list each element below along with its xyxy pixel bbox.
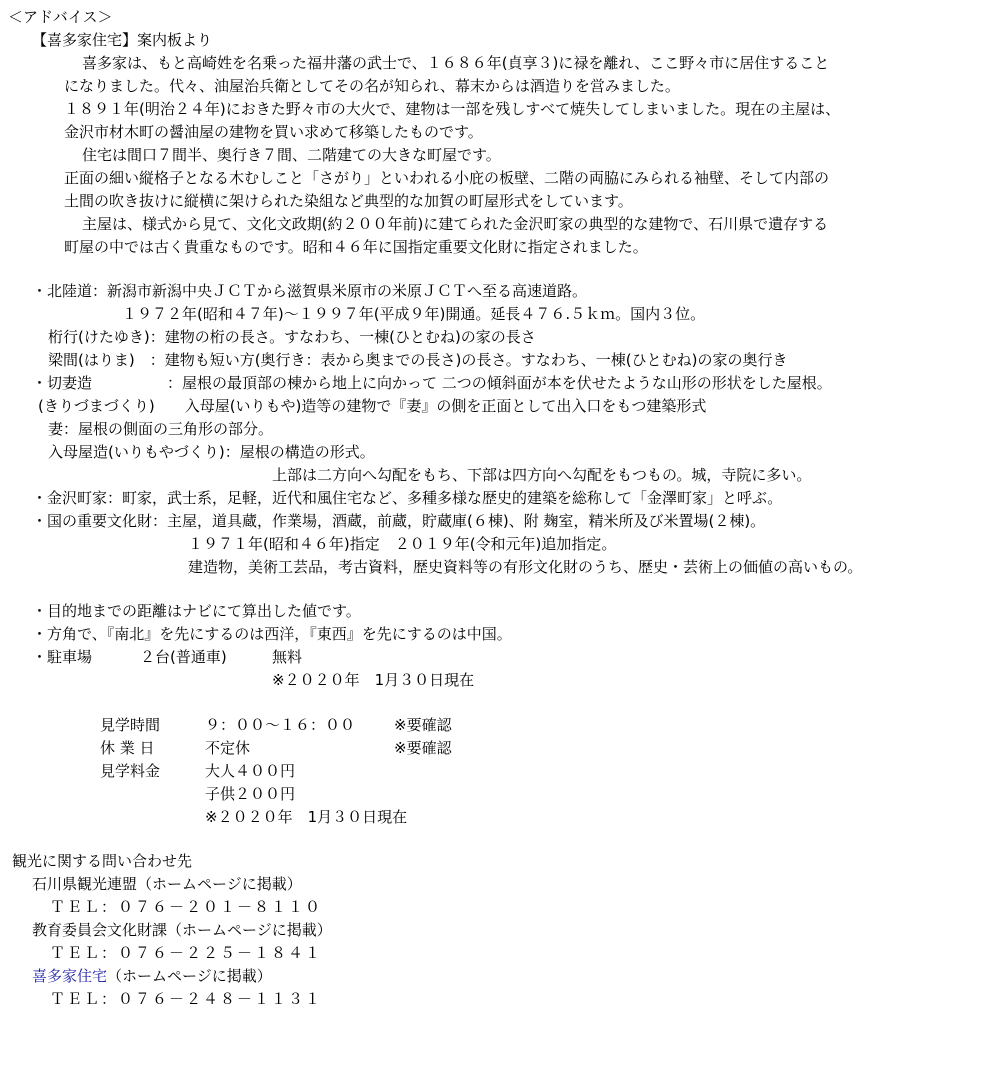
contact-name: [32, 965, 272, 987]
parking-count: ２台(普通車): [140, 648, 227, 666]
fee-as-of: ※２０２０年 1月３０日現在: [205, 808, 408, 826]
source-title: 【喜多家住宅】案内板より: [32, 31, 213, 49]
note-hokuriku: ・北陸道：新潟市新潟中央ＪＣＴから滋賀県米原市の米原ＪＣＴへ至る高速道路。: [32, 282, 588, 300]
note-machiya: ・金沢町家：町家，武士系，足軽，近代和風住宅など、多種多様な歴史的建築を総称して「金澤町家」と呼ぶ。: [32, 489, 783, 507]
note-irimoya-detail: 上部は二方向へ勾配をもち、下部は四方向へ勾配をもつもの。城，寺院に多い。: [272, 466, 812, 484]
contact-tel: ＴＥＬ：０７６－２２５－１８４１: [50, 944, 323, 962]
paragraph-line: 土間の吹き抜けに縦横に架けられた染組など典型的な加賀の町屋形式をしています。: [64, 192, 633, 210]
closed-note: ※要確認: [394, 739, 452, 757]
paragraph-line: 金沢市材木町の醤油屋の建物を買い求めて移築したものです。: [64, 123, 483, 141]
paragraph-line: 喜多家は、もと高崎姓を名乗った福井藩の武士で、１６８６年(貞享３)に禄を離れ、ここ野々市に居住すること: [82, 54, 830, 72]
parking-as-of: ※２０２０年 1月３０日現在: [272, 671, 475, 689]
note-irimoya: 入母屋造(いりもやづくり)：屋根の構造の形式。: [48, 443, 375, 461]
note-bunkazai-date: １９７１年(昭和４６年)指定 ２０１９年(令和元年)追加指定。: [188, 535, 617, 553]
fee-child: 子供２００円: [205, 785, 296, 803]
contact-name: 石川県観光連盟（ホームページに掲載）: [32, 875, 302, 893]
note-harima: 梁間(はりま) ：建物も短い方(奥行き：表から奥までの長さ)の長さ。すなわち、一棟(ひとむね)の家の奥行き: [48, 351, 788, 369]
note-bunkazai: ・国の重要文化財：主屋，道具蔵，作業場，酒蔵，前蔵，貯蔵庫(６棟)、附 麹室，精米所及び米置場(２棟)。: [32, 512, 766, 530]
parking-label: ・駐車場: [32, 648, 93, 666]
note-distance: ・目的地までの距離はナビにて算出した値です。: [32, 602, 361, 620]
hours-note: ※要確認: [394, 716, 452, 734]
contact-name-suffix: （ホームページに掲載）: [107, 967, 272, 985]
fee-adult: 大人４００円: [205, 762, 296, 780]
paragraph-line: １８９１年(明治２４年)におきた野々市の大火で、建物は一部を残しすべて焼失してしまいました。現在の主屋は、: [64, 100, 841, 118]
hours-label: 見学時間: [100, 716, 161, 734]
paragraph-line: 主屋は、様式から見て、文化文政期(約２００年前)に建てられた金沢町家の典型的な建物で、石川県で遺存する: [82, 215, 829, 233]
note-kirizuma: ・切妻造 ：屋根の最頂部の棟から地上に向かって 二つの傾斜面が本を伏せたような山形の形状をした屋根。: [32, 374, 832, 392]
note-tsuma: 妻：屋根の側面の三角形の部分。: [48, 420, 274, 438]
advice-header: ＜アドバイス＞: [8, 8, 113, 26]
paragraph-line: 住宅は間口７間半、奥行き７間、二階建ての大きな町屋です。: [82, 146, 501, 164]
note-direction: ・方角で、『南北』を先にするのは西洋，『東西』を先にするのは中国。: [32, 625, 512, 643]
contacts-title: 観光に関する問い合わせ先: [12, 852, 193, 870]
note-bunkazai-definition: 建造物，美術工芸品，考古資料，歴史資料等の有形文化財のうち、歴史・芸術上の価値の高いもの。: [188, 558, 863, 576]
note-kirizuma-reading: (きりづまづくり) 入母屋(いりもや)造等の建物で『妻』の側を正面として出入口をもつ建築形式: [38, 397, 707, 415]
parking-fee: 無料: [272, 648, 303, 666]
note-hokuriku-detail: １９７２年(昭和４７年)～１９９７年(平成９年)開通。延長４７６.５ｋｍ。国内３位。: [122, 305, 706, 323]
contact-tel: ＴＥＬ：０７６－２０１－８１１０: [50, 898, 323, 916]
paragraph-line: 町屋の中では古く貴重なものです。昭和４６年に国指定重要文化財に指定されました。: [64, 238, 648, 256]
paragraph-line: になりました。代々、油屋治兵衛としてその名が知られ、幕末からは酒造りを営みました。: [64, 77, 680, 95]
contact-name: 教育委員会文化財課（ホームページに掲載）: [32, 921, 332, 939]
kitake-link[interactable]: 喜多家住宅: [32, 967, 108, 985]
closed-label: 休 業 日: [100, 739, 155, 757]
paragraph-line: 正面の細い縦格子となる木むしこと「さがり」といわれる小庇の板壁、二階の両脇にみられる袖壁、そして内部の: [64, 169, 830, 187]
contact-tel: ＴＥＬ：０７６－２４８－１１３１: [50, 990, 323, 1008]
fee-label: 見学料金: [100, 762, 161, 780]
hours-value: ９：００～１６：００: [205, 716, 356, 734]
note-ketayuki: 桁行(けたゆき)：建物の桁の長さ。すなわち、一棟(ひとむね)の家の長さ: [48, 328, 536, 346]
closed-value: 不定休: [205, 739, 251, 757]
